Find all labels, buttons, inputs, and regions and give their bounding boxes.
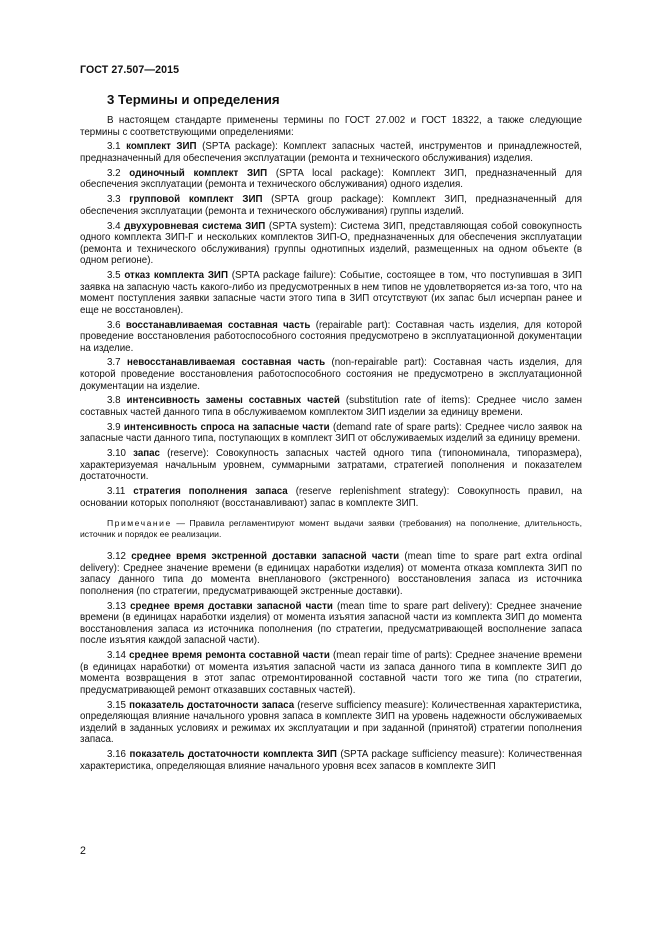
term-definition: (reserve): Совокупность запасных частей одного типа (типономинала, типоразмера), характеризуемая начальным уровнем, суммарными затратами, стратегией пополнения и показателем достаточности. (80, 448, 582, 483)
term-name: показатель достаточности комплекта ЗИП (129, 749, 337, 761)
term-entry (80, 650, 582, 696)
term-entry (80, 551, 582, 597)
term-name: интенсивность спроса на запасные части (123, 421, 330, 433)
note-text: — Правила регламентируют момент выдачи заявки (требования) на пополнение, длительность, источник и порядок ее реализации. (80, 518, 582, 540)
term-name: комплект ЗИП (126, 141, 197, 153)
term-entry (80, 141, 582, 164)
document-code-header: ГОСТ 27.507—2015 (80, 64, 180, 76)
term-number: 3.16 (107, 749, 126, 761)
term-definition: (SPTA group package): Комплект ЗИП, предназначенный для обеспечения эксплуатации (ремонта и технического обслуживания) группы изделий. (80, 194, 582, 217)
term-entry (80, 700, 582, 746)
term-definition: (SPTA package sufficiency measure): Количественная характеристика, определяющая влияние начального уровня всех запасов в комплекте ЗИП (80, 749, 582, 772)
term-number: 3.12 (107, 551, 126, 563)
term-definition: (demand rate of spare parts): Среднее число заявок на запасные части данного типа, поступающих в комплект ЗИП от обслуживаемых изделий за единицу времени. (80, 421, 583, 445)
term-entry (80, 395, 582, 418)
term-definition: (reserve replenishment strategy): Совокупность правил, на основании которых пополняют (восстанавливают) запас в комплекте ЗИП. (80, 486, 582, 509)
term-definition: (mean repair time of parts): Среднее значение времени (в единицах наработки) от момента изъятия запасной части из запаса данного типа в комплекте ЗИП до момента возвращения в этот запас отремонтированной составной части того же типа (по стратегии, предусматривающей ремонт отказавших составных частей). (80, 650, 583, 696)
term-number: 3.2 (107, 167, 121, 179)
term-definition: (mean time to spare part extra ordinal delivery): Среднее значение времени (в единицах наработки изделия) от момента отказа комплекта ЗИП по запасу данного типа до момента внепланового (экстренного) восстановления запаса из источника пополнения (по стратегии, предусматривающей экстренные доставки). (80, 551, 582, 597)
term-number: 3.3 (107, 194, 121, 206)
term-definition: (SPTA local package): Комплект ЗИП, предназначенный для обеспечения эксплуатации (ремонта и технического обслуживания) одного изделия. (80, 167, 582, 191)
term-number: 3.5 (107, 270, 121, 282)
term-name: стратегия пополнения запаса (133, 486, 288, 498)
term-definition: (SPTA package failure): Событие, состоящее в том, что поступившая в ЗИП заявка на запасную часть какого-либо из предусмотренных в нем типов не удовлетворяется из-за того, что на момент поступления заявки запасные части этого типа в ЗИП отсутствуют (их запас был исчерпан ранее и еще не восстановлен). (80, 270, 582, 316)
term-entry (80, 749, 582, 772)
term-name: запас (133, 448, 160, 460)
term-name: интенсивность замены составных частей (126, 395, 340, 407)
term-entry (80, 194, 582, 217)
term-name: среднее время экстренной доставки запасной части (131, 551, 400, 563)
term-number: 3.8 (107, 395, 121, 407)
term-number: 3.11 (107, 486, 126, 498)
term-name: отказ комплекта ЗИП (124, 270, 228, 282)
term-entry (80, 357, 582, 392)
term-number: 3.1 (107, 141, 121, 153)
term-entry (80, 486, 582, 509)
term-entry (80, 320, 582, 355)
term-entry (80, 601, 582, 647)
term-number: 3.13 (107, 600, 126, 612)
term-entry (80, 168, 582, 191)
document-body (80, 115, 582, 776)
term-name: среднее время доставки запасной части (130, 600, 333, 612)
term-number: 3.15 (107, 699, 126, 711)
term-number: 3.10 (107, 448, 126, 460)
term-definition: (SPTA system): Система ЗИП, представляющая собой совокупность одного комплекта ЗИП-Г и нескольких комплектов ЗИП-О, предназначенных для обеспечения эксплуатации (ремонта и технического обслуживания) группы однотипных изделий, размещенных на одном объекте (в одном регионе). (80, 220, 583, 267)
term-name: одиночный комплект ЗИП (129, 167, 268, 179)
term-number: 3.4 (107, 220, 121, 232)
term-name: групповой комплект ЗИП (129, 194, 263, 206)
term-name: восстанавливаемая составная часть (125, 319, 311, 331)
note-paragraph (80, 518, 582, 540)
term-entry (80, 448, 582, 483)
term-entry (80, 221, 582, 267)
term-definition: (mean time to spare part delivery): Среднее значение времени (в единицах наработки изделия) от момента изъятия запасной части из комплекта ЗИП до момента восстановления запаса из источника пополнения (по стратегии, предусматривающей восполнение запаса после изъятия каждой запасной части). (80, 600, 582, 647)
term-name: показатель достаточности запаса (129, 699, 295, 711)
term-name: двухуровневая система ЗИП (124, 220, 266, 232)
term-definition: (substitution rate of items): Среднее число замен составных частей данного типа в обслуживаемом комплектом ЗИП изделии за единицу времени. (80, 395, 583, 418)
term-definition: (repairable part): Составная часть изделия, для которой проведение восстановления работоспособного состояния предусмотрено в эксплуатационной документации на изделие. (80, 319, 582, 354)
terms-list (80, 141, 582, 509)
term-number: 3.14 (107, 650, 126, 662)
term-entry (80, 270, 582, 316)
note-label: Примечание (107, 518, 172, 529)
page-number: 2 (80, 845, 86, 857)
term-definition: (non-repairable part): Составная часть изделия, для которой проведение восстановления работоспособного состояния не предусмотрено в эксплуатационной документации на изделие. (80, 357, 582, 392)
term-definition: (reserve sufficiency measure): Количественная характеристика, определяющая влияние начального уровня запаса в комплекте ЗИП на уровень надежности обслуживаемых изделий в заданных условиях и режимах их эксплуатации и при заданной (принятой) стратегии пополнения запаса. (80, 699, 582, 746)
term-number: 3.7 (107, 357, 121, 369)
term-number: 3.6 (107, 319, 121, 331)
section-title: 3 Термины и определения (107, 92, 280, 107)
term-definition: (SPTA package): Комплект запасных частей, инструментов и принадлежностей, предназначенный для обеспечения эксплуатации (ремонта и технического обслуживания) изделия. (80, 141, 582, 164)
terms-list-continued (80, 551, 582, 772)
term-number: 3.9 (107, 421, 121, 433)
intro-paragraph: В настоящем стандарте применены термины по ГОСТ 27.002 и ГОСТ 18322, а также следующие термины с соответствующими определениями: (80, 115, 582, 138)
term-entry (80, 422, 582, 445)
term-name: невосстанавливаемая составная часть (126, 357, 326, 369)
term-name: среднее время ремонта составной части (129, 650, 330, 662)
